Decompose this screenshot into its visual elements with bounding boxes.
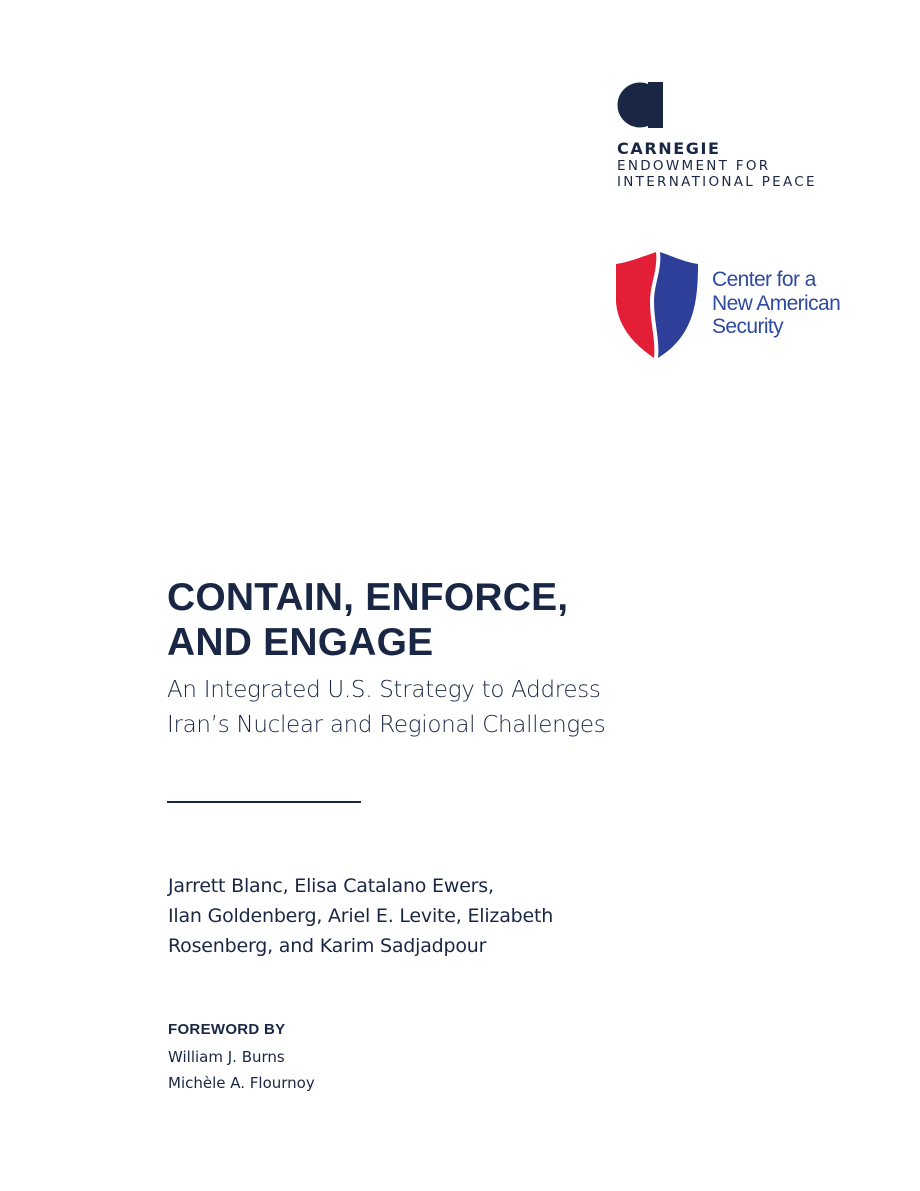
- cnas-logo: [614, 250, 874, 362]
- foreword-heading: FOREWORD BY: [168, 1021, 286, 1038]
- cnas-line-1: Center for a: [712, 268, 816, 291]
- report-title: [167, 575, 767, 665]
- title-line-2: AND ENGAGE: [167, 621, 434, 664]
- carnegie-line-1: ENDOWMENT FOR: [617, 158, 771, 174]
- cnas-wordmark: [712, 268, 840, 339]
- authors: [168, 871, 728, 961]
- carnegie-logo: [617, 82, 877, 190]
- carnegie-name: CARNEGIE: [617, 139, 721, 158]
- cnas-line-3: Security: [712, 315, 784, 338]
- title-line-1: CONTAIN, ENFORCE,: [167, 576, 569, 619]
- foreword-names: [168, 1044, 315, 1096]
- cnas-shield-icon: [614, 250, 700, 360]
- authors-line-3: Rosenberg, and Karim Sadjadpour: [168, 935, 487, 957]
- carnegie-line-2: INTERNATIONAL PEACE: [617, 174, 817, 190]
- cnas-line-2: New American: [712, 291, 841, 315]
- foreword-name: William J. Burns: [168, 1048, 285, 1066]
- divider-rule: [167, 801, 361, 803]
- foreword-name: Michèle A. Flournoy: [168, 1074, 315, 1092]
- authors-line-2: Ilan Goldenberg, Ariel E. Levite, Elizabeth: [168, 905, 554, 927]
- authors-line-1: Jarrett Blanc, Elisa Catalano Ewers,: [168, 875, 494, 897]
- report-subtitle: [167, 673, 767, 743]
- subtitle-line-1: An Integrated U.S. Strategy to Address: [167, 677, 601, 703]
- subtitle-line-2: Iran’s Nuclear and Regional Challenges: [167, 712, 606, 738]
- carnegie-c-icon: [617, 82, 663, 128]
